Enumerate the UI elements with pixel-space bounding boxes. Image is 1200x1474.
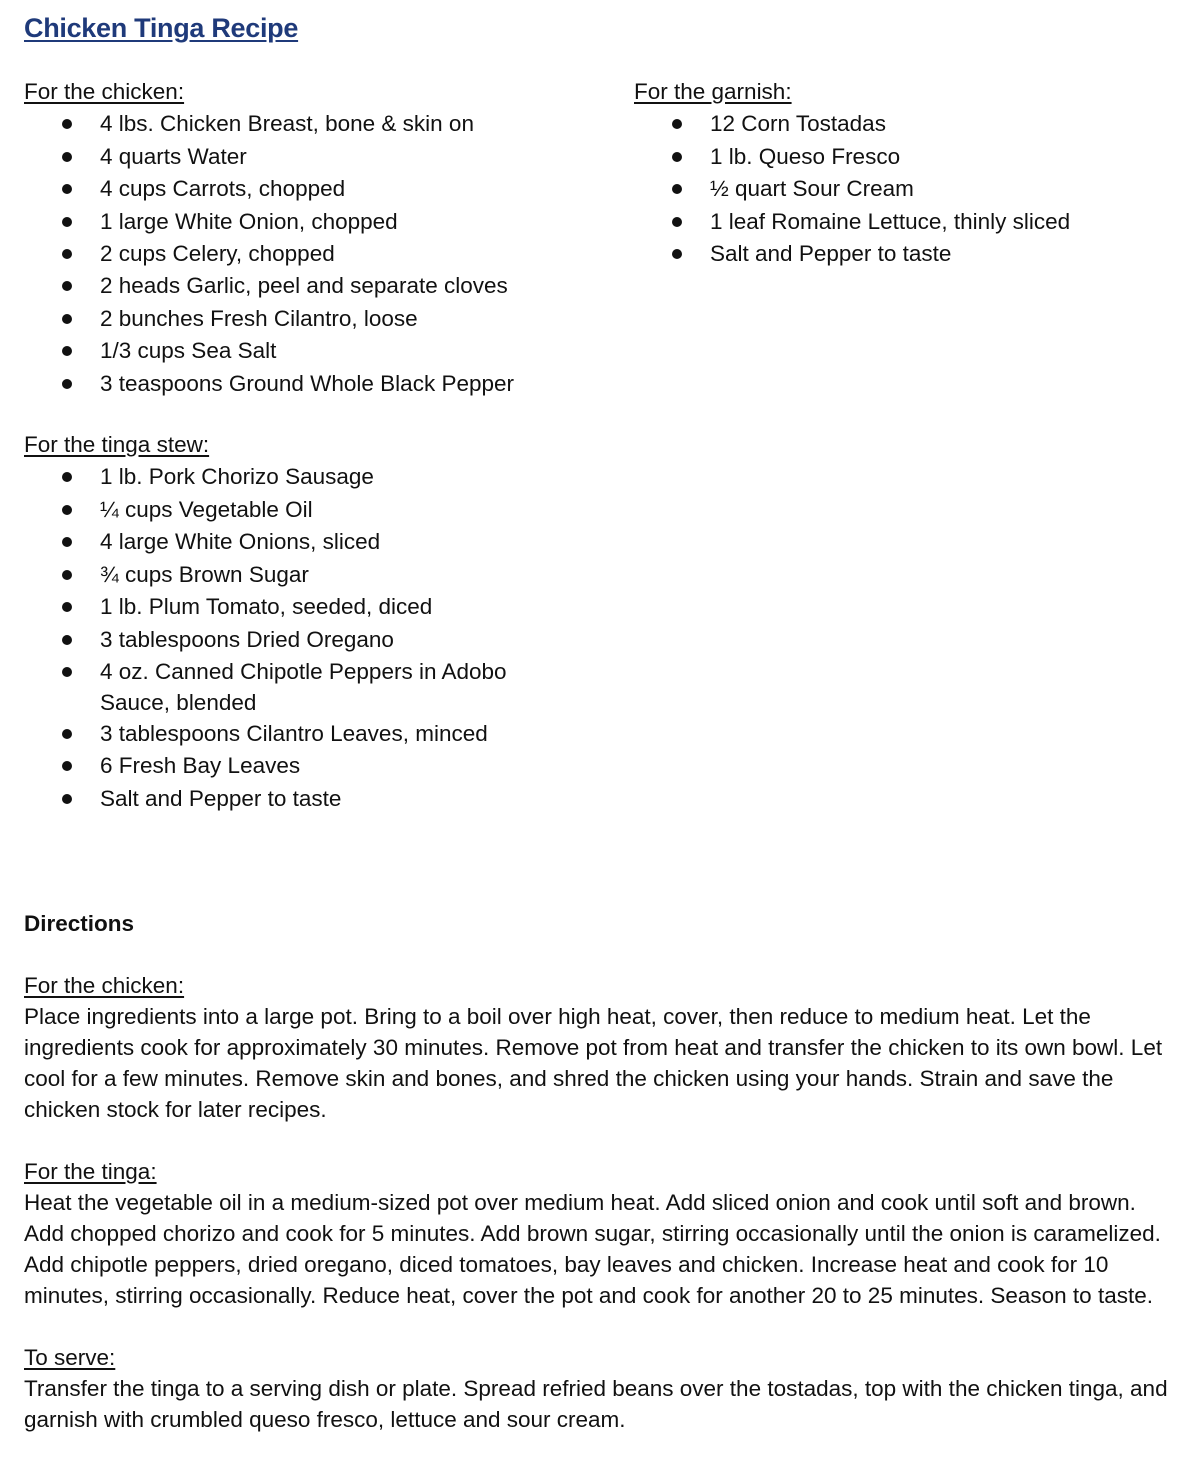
serve-directions-heading: To serve:	[24, 1345, 116, 1370]
list-item: 1/3 cups Sea Salt	[24, 335, 584, 367]
directions-section	[24, 908, 1174, 1435]
list-item: 1 leaf Romaine Lettuce, thinly sliced	[634, 206, 1174, 238]
list-item: Salt and Pepper to taste	[634, 238, 1174, 270]
chicken-ingredient-list	[24, 108, 584, 400]
tinga-directions-heading: For the tinga:	[24, 1159, 157, 1184]
list-item: 1 lb. Pork Chorizo Sausage	[24, 461, 584, 493]
chicken-ingredients-heading: For the chicken:	[24, 79, 185, 104]
spacer	[24, 1125, 1174, 1156]
list-item: 4 lbs. Chicken Breast, bone & skin on	[24, 108, 584, 140]
list-item: 3 tablespoons Cilantro Leaves, minced	[24, 718, 584, 750]
ingredients-left-column	[24, 76, 584, 815]
section-spacer	[24, 400, 584, 429]
ingredients-right-column	[634, 76, 1174, 270]
tinga-stew-ingredient-list	[24, 461, 584, 815]
list-item: 2 heads Garlic, peel and separate cloves	[24, 270, 584, 302]
tinga-stew-ingredients-heading: For the tinga stew:	[24, 432, 210, 458]
serve-directions-text: Transfer the tinga to a serving dish or plate. Spread refried beans over the tostadas, top with the chicken tinga, and garnish with crumbled queso fresco, lettuce and sour cream.	[24, 1376, 1168, 1432]
list-item: 4 quarts Water	[24, 141, 584, 173]
page-title: Chicken Tinga Recipe	[24, 13, 299, 43]
list-item: 6 Fresh Bay Leaves	[24, 750, 584, 782]
list-item: 2 cups Celery, chopped	[24, 238, 584, 270]
directions-heading: Directions	[24, 911, 135, 936]
list-item: ¼ cups Vegetable Oil	[24, 494, 584, 526]
list-item: 4 oz. Canned Chipotle Peppers in Adobo Sauce, blended	[24, 656, 540, 718]
list-item: 4 large White Onions, sliced	[24, 526, 584, 558]
chicken-directions-text: Place ingredients into a large pot. Bring to a boil over high heat, cover, then reduce to medium heat. Let the ingredients cook for approximately 30 minutes. Remove pot from heat and transfer the chicken to its own bowl. Let cool for a few minutes. Remove skin and bones, and shred the chicken using your hands. Strain and save the chicken stock for later recipes.	[24, 1004, 1163, 1122]
garnish-ingredients-heading: For the garnish:	[634, 79, 792, 104]
list-item: 3 tablespoons Dried Oregano	[24, 624, 584, 656]
list-item: 1 lb. Queso Fresco	[634, 141, 1174, 173]
list-item: 12 Corn Tostadas	[634, 108, 1174, 140]
chicken-directions-heading: For the chicken:	[24, 973, 185, 998]
list-item: 2 bunches Fresh Cilantro, loose	[24, 303, 584, 335]
list-item: 3 teaspoons Ground Whole Black Pepper	[24, 368, 584, 400]
garnish-ingredient-list	[634, 108, 1174, 270]
tinga-directions-text: Heat the vegetable oil in a medium-sized pot over medium heat. Add sliced onion and cook until soft and brown. Add chopped chorizo and cook for 5 minutes. Add brown sugar, stirring occasionally until the onion is caramelized. Add chipotle peppers, dried oregano, diced tomatoes, bay leaves and chicken. Increase heat and cook for 10 minutes, stirring occasionally. Reduce heat, cover the pot and cook for another 20 to 25 minutes. Season to taste.	[24, 1190, 1161, 1308]
list-item: 4 cups Carrots, chopped	[24, 173, 584, 205]
list-item: ¾ cups Brown Sugar	[24, 559, 584, 591]
list-item: Salt and Pepper to taste	[24, 783, 584, 815]
list-item: 1 large White Onion, chopped	[24, 206, 584, 238]
list-item: 1 lb. Plum Tomato, seeded, diced	[24, 591, 584, 623]
spacer	[24, 939, 1174, 970]
spacer	[24, 1311, 1174, 1342]
list-item: ½ quart Sour Cream	[634, 173, 1174, 205]
